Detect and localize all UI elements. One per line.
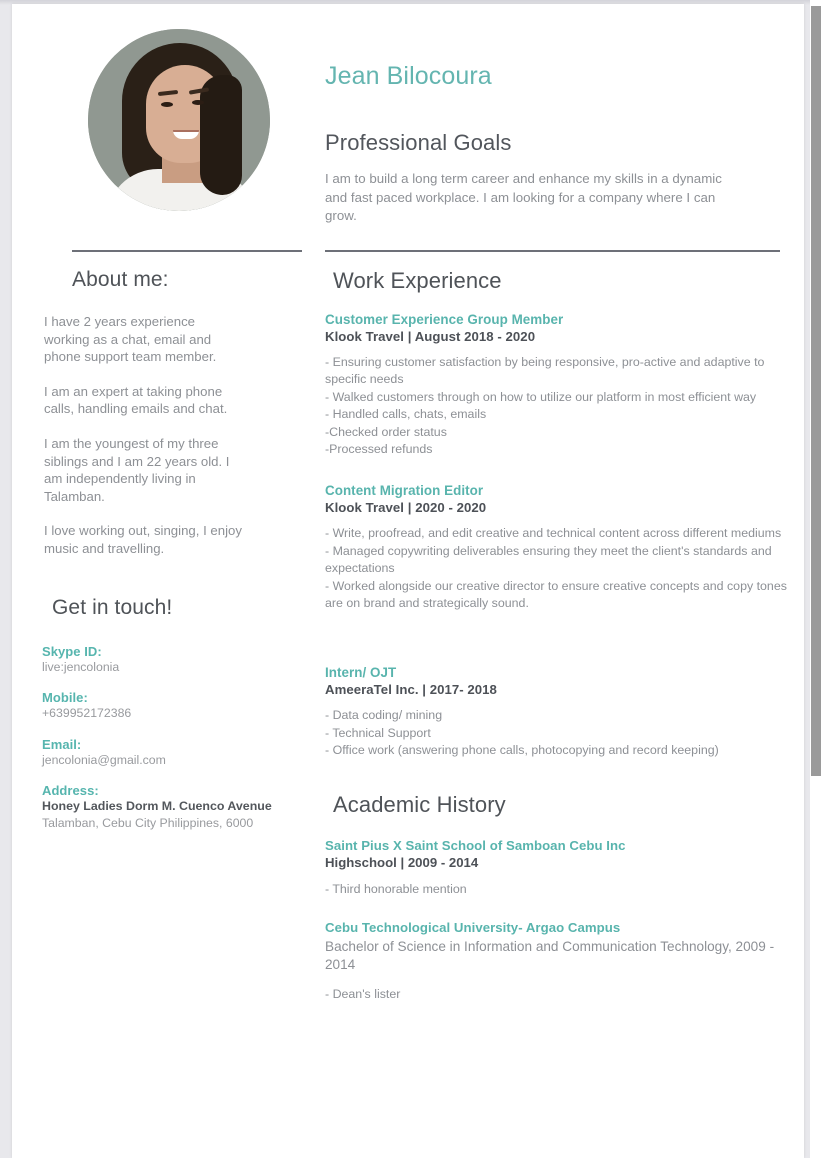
- contact-item-skype: [42, 644, 292, 676]
- sidebar-column: [12, 268, 312, 846]
- photo-eye-right: [192, 100, 204, 105]
- contact-item-email: [42, 737, 292, 769]
- job-title: Content Migration Editor: [325, 483, 484, 499]
- contact-item-address: [42, 783, 292, 831]
- work-entry: [325, 665, 795, 759]
- degree-line: Highschool | 2009 - 2014: [325, 854, 479, 870]
- job-bullet: - Ensuring customer satisfaction by being responsive, pro-active and adaptive to specific needs: [325, 355, 765, 387]
- work-experience-heading: Work Experience: [333, 268, 502, 293]
- resume-header: [12, 4, 804, 223]
- job-bullet: - Handled calls, chats, emails: [325, 407, 487, 422]
- about-paragraph-list: [44, 313, 244, 558]
- main-column: [325, 268, 795, 1001]
- candidate-name: Jean Bilocoura: [325, 62, 492, 90]
- job-meta: AmeeraTel Inc. | 2017- 2018: [325, 682, 497, 698]
- job-bullet: - Technical Support: [325, 725, 431, 740]
- work-entry: [325, 483, 795, 612]
- contact-list: [42, 644, 292, 832]
- academic-note: - Third honorable mention: [325, 881, 467, 896]
- work-entry: [325, 312, 795, 458]
- degree-line: Bachelor of Science in Information and Communication Technology, 2009 - 2014: [325, 938, 775, 973]
- photo-hair-right: [200, 75, 242, 195]
- contact-value-line1: Honey Ladies Dorm M. Cuenco Avenue: [42, 799, 272, 814]
- about-paragraph: I am an expert at taking phone calls, handling emails and chat.: [44, 383, 228, 417]
- job-bullet: - Worked alongside our creative director to ensure creative concepts and copy tones are on brand and strategically sound.: [325, 578, 787, 611]
- contact-heading: Get in touch!: [52, 595, 173, 619]
- profile-photo: [88, 29, 270, 211]
- professional-goals-body: I am to build a long term career and enhance my skills in a dynamic and fast paced workplace. I am looking for a company where I can grow.: [325, 171, 722, 223]
- academic-history-heading: Academic History: [333, 791, 506, 817]
- job-bullet: - Managed copywriting deliverables ensuring they meet the client's standards and expectations: [325, 543, 772, 576]
- job-bullet: - Write, proofread, and edit creative and technical content across different mediums: [325, 526, 782, 541]
- school-name: Saint Pius X Saint School of Samboan Cebu Inc: [325, 837, 626, 853]
- job-title: Customer Experience Group Member: [325, 312, 564, 327]
- contact-label: Skype ID:: [42, 643, 102, 659]
- resume-page: [12, 4, 804, 1158]
- job-bullet: - Data coding/ mining: [325, 708, 443, 723]
- professional-goals-heading: Professional Goals: [325, 130, 512, 155]
- vertical-scrollbar-track[interactable]: [810, 0, 822, 1158]
- divider-right: [325, 250, 780, 252]
- academic-entry: [325, 920, 795, 1001]
- job-bullet-list: [325, 354, 795, 458]
- about-paragraph: I have 2 years experience working as a chat, email and phone support team member.: [44, 314, 217, 365]
- contact-value[interactable]: +639952172386: [42, 706, 132, 721]
- job-bullet-list: [325, 707, 795, 759]
- contact-value-line2: Talamban, Cebu City Philippines, 6000: [42, 815, 254, 830]
- job-bullet: -Processed refunds: [325, 442, 433, 457]
- academic-entry: [325, 838, 795, 896]
- job-bullet: - Office work (answering phone calls, photocopying and record keeping): [325, 743, 719, 758]
- contact-label: Mobile:: [42, 690, 88, 706]
- contact-label: Address:: [42, 783, 99, 799]
- job-bullet: -Checked order status: [325, 424, 447, 439]
- job-bullet-list: [325, 525, 795, 612]
- contact-item-mobile: [42, 690, 292, 722]
- job-meta: Klook Travel | 2020 - 2020: [325, 500, 487, 516]
- about-paragraph: I am the youngest of my three siblings and I am 22 years old. I am independently living in Talamban.: [44, 435, 230, 504]
- job-title: Intern/ OJT: [325, 665, 397, 681]
- divider-left: [72, 250, 302, 252]
- job-meta: Klook Travel | August 2018 - 2020: [325, 329, 536, 344]
- academic-note: - Dean's lister: [325, 986, 401, 1001]
- photo-eye-left: [161, 102, 173, 107]
- job-bullet: - Walked customers through on how to utilize our platform in most efficient way: [325, 389, 757, 404]
- school-name: Cebu Technological University- Argao Campus: [325, 919, 621, 935]
- about-heading: About me:: [72, 268, 169, 291]
- contact-value[interactable]: jencolonia@gmail.com: [42, 752, 166, 767]
- about-paragraph: I love working out, singing, I enjoy music and travelling.: [44, 523, 242, 556]
- contact-value[interactable]: live:jencolonia: [42, 659, 120, 674]
- vertical-scrollbar-thumb[interactable]: [811, 6, 821, 776]
- contact-label: Email:: [42, 736, 82, 752]
